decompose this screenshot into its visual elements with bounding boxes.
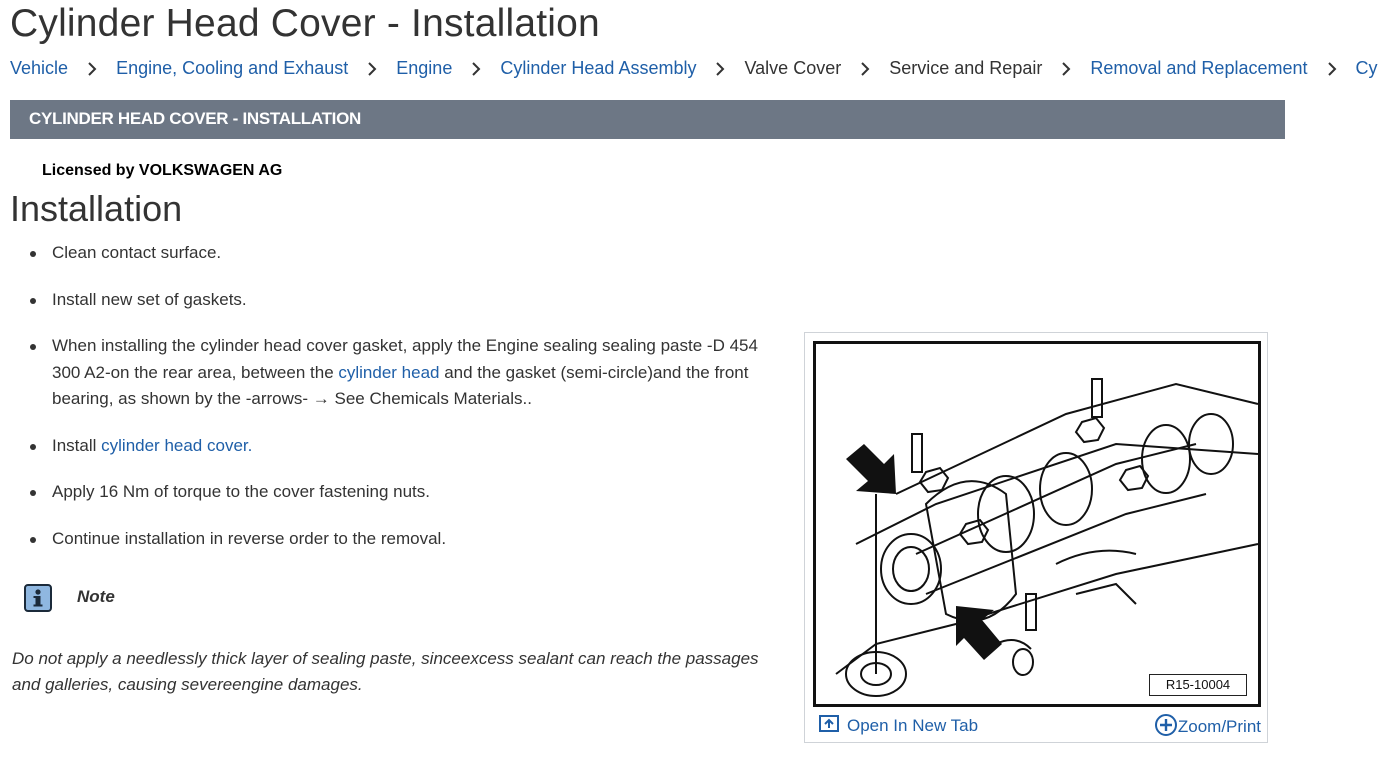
open-new-tab-label: Open In New Tab bbox=[847, 715, 979, 735]
breadcrumb bbox=[10, 56, 1378, 82]
breadcrumb-valve-cover: Valve Cover bbox=[744, 58, 842, 78]
chevron-right-icon bbox=[1313, 56, 1351, 83]
zoom-print-label: Zoom/Print bbox=[1177, 716, 1261, 736]
note-text: Do not apply a needlessly thick layer of sealing paste, sinceexcess sealant can reach the passages and galleries, causing severeengine damages. bbox=[12, 649, 759, 694]
section-header-bar bbox=[10, 100, 1285, 139]
list-item bbox=[22, 526, 782, 553]
step-text: Install new set of gaskets. bbox=[52, 289, 247, 309]
note-label: Note bbox=[77, 587, 115, 606]
list-item bbox=[22, 333, 782, 413]
camshaft-drawing bbox=[816, 344, 1258, 704]
zoom-plus-icon bbox=[1154, 713, 1178, 742]
breadcrumb-engine[interactable]: Engine bbox=[396, 58, 453, 78]
step-text: Install bbox=[52, 435, 102, 455]
step-text: Apply 16 Nm of torque to the cover fastening nuts. bbox=[52, 482, 430, 501]
list-item bbox=[22, 433, 782, 460]
chevron-right-icon bbox=[73, 56, 111, 83]
step-text: and the gasket (semi-circle)and the front bearing, as shown by the -arrows- → See Chemicals Materials.. bbox=[52, 362, 749, 408]
breadcrumb-engine-cooling-exhaust[interactable]: Engine, Cooling and Exhaust bbox=[116, 58, 349, 78]
chevron-right-icon bbox=[1047, 56, 1085, 83]
chevron-right-icon bbox=[353, 56, 391, 83]
breadcrumb-service-and-repair: Service and Repair bbox=[889, 58, 1043, 78]
engine-illustration[interactable] bbox=[813, 341, 1261, 707]
breadcrumb-cylinder-head-assembly[interactable]: Cylinder Head Assembly bbox=[500, 58, 697, 78]
list-item bbox=[22, 240, 782, 267]
license-notice: Licensed by VOLKSWAGEN AG bbox=[42, 162, 283, 179]
cylinder-head-link[interactable]: cylinder head bbox=[338, 362, 440, 382]
breadcrumb-cylinder-head-cover[interactable]: Cy bbox=[1355, 58, 1378, 78]
breadcrumb-removal-and-replacement[interactable]: Removal and Replacement bbox=[1090, 58, 1308, 78]
step-text: When installing the cylinder head cover gasket, apply the Engine sealing sealing paste -D 454 300 A2-on the rear area, between the bbox=[52, 336, 758, 382]
cylinder-head-cover-link[interactable]: cylinder head cover. bbox=[101, 435, 253, 455]
figure-label: R15-10004 bbox=[1149, 674, 1247, 696]
chevron-right-icon bbox=[701, 56, 739, 83]
list-item bbox=[22, 287, 782, 314]
list-item bbox=[22, 479, 782, 506]
section-heading: CYLINDER HEAD COVER - INSTALLATION bbox=[29, 109, 362, 128]
figure-footer bbox=[805, 711, 1267, 743]
zoom-print-button[interactable] bbox=[1154, 713, 1261, 742]
breadcrumb-vehicle[interactable]: Vehicle bbox=[10, 58, 69, 78]
installation-steps bbox=[22, 240, 782, 572]
open-new-tab-button[interactable] bbox=[819, 715, 978, 738]
open-new-tab-icon bbox=[819, 715, 839, 738]
step-text: Continue installation in reverse order to the removal. bbox=[52, 528, 447, 548]
installation-heading: Installation bbox=[10, 188, 183, 229]
chevron-right-icon bbox=[457, 56, 495, 83]
figure-panel bbox=[804, 332, 1268, 743]
chevron-right-icon bbox=[846, 56, 884, 83]
info-icon bbox=[24, 584, 52, 612]
page-title: Cylinder Head Cover - Installation bbox=[10, 2, 600, 45]
step-text: Clean contact surface. bbox=[52, 243, 222, 262]
